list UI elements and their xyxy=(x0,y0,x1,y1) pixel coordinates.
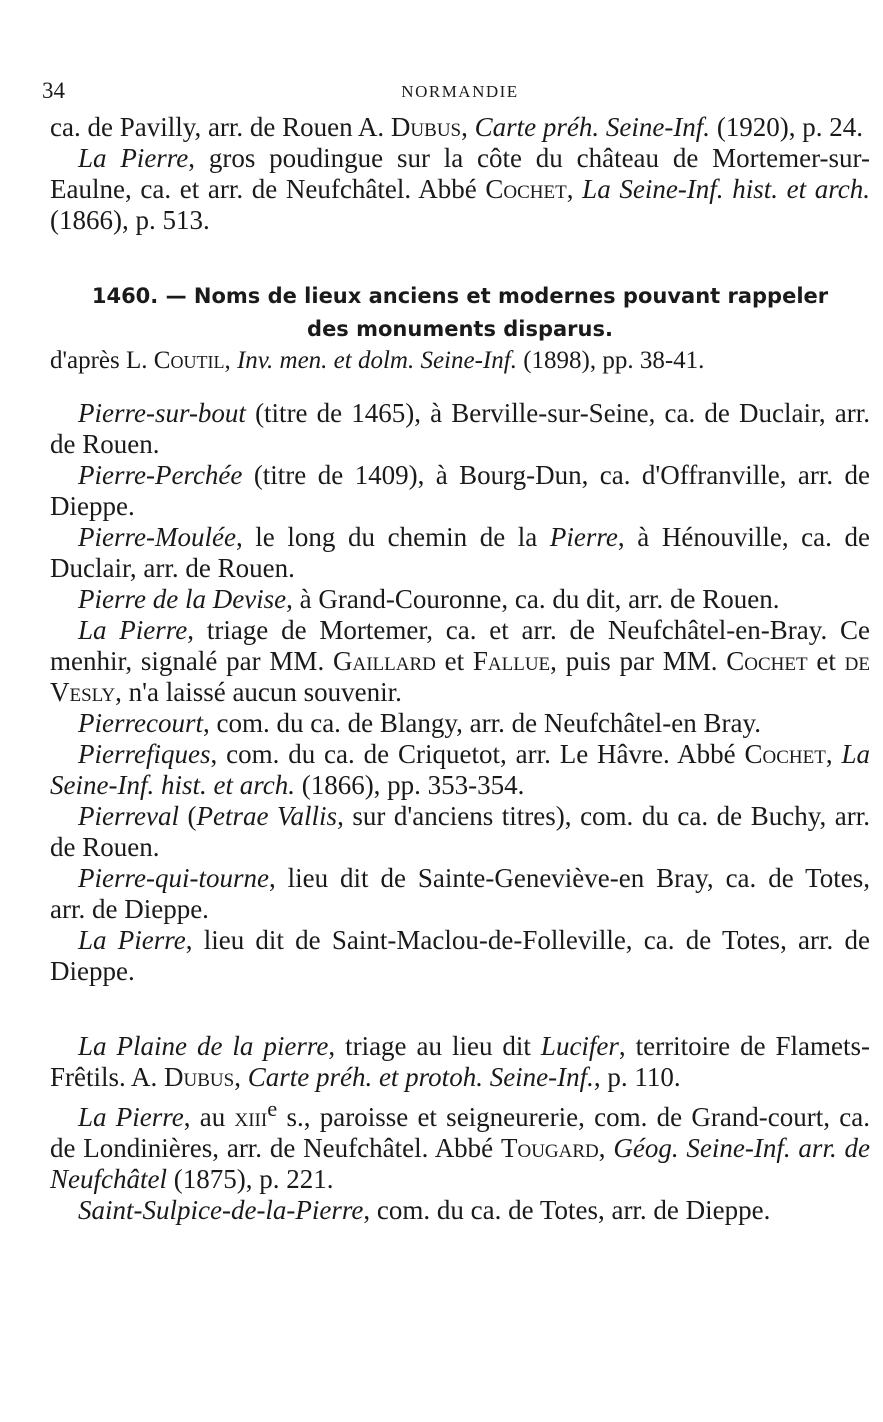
intro-paragraph-1: ca. de Pavilly, arr. de Rouen A. Dubus, Carte préh. Seine-Inf. (1920), p. 24. xyxy=(50,112,864,142)
section-source: d'après L. Coutil, Inv. men. et dolm. Seine-Inf. (1898), pp. 38-41. xyxy=(50,347,705,374)
entry-la-pierre-saint-maclou: La Pierre, lieu dit de Saint-Maclou-de-Folleville, ca. de Totes, arr. de Dieppe. xyxy=(50,925,870,986)
page-number: 34 xyxy=(42,78,65,103)
entry-pierrecourt: Pierrecourt, com. du ca. de Blangy, arr. de Neufchâtel-en Bray. xyxy=(78,708,761,738)
entry-pierre-de-la-devise: Pierre de la Devise, à Grand-Couronne, ca. du dit, arr. de Rouen. xyxy=(78,584,780,614)
document-page xyxy=(42,78,871,1226)
entry-la-pierre-mortemer: La Pierre, triage de Mortemer, ca. et arr. de Neufchâtel-en-Bray. Ce menhir, signalé par MM. Gaillard et Fallue, puis par MM. Cochet et de Vesly, n'a laissé aucun souvenir. xyxy=(50,615,870,707)
intro-paragraph-2: La Pierre, gros poudingue sur la côte du château de Mortemer-sur-Eaulne, ca. et arr. de Neufchâtel. Abbé Cochet, La Seine-Inf. hist. et arch. (1866), p. 513. xyxy=(50,143,871,235)
entry-la-plaine-de-la-pierre: La Plaine de la pierre, triage au lieu dit Lucifer, territoire de Flamets-Frêtils. A. Dubus, Carte préh. et protoh. Seine-Inf., p. 110. xyxy=(50,1031,871,1092)
running-title: NORMANDIE xyxy=(401,82,519,101)
entry-pierre-sur-bout: Pierre-sur-bout (titre de 1465), à Berville-sur-Seine, ca. de Duclair, arr. de Rouen. xyxy=(50,398,870,459)
running-header xyxy=(42,78,870,112)
entry-saint-sulpice-de-la-pierre: Saint-Sulpice-de-la-Pierre, com. du ca. de Totes, arr. de Dieppe. xyxy=(78,1195,771,1225)
entry-pierre-moulee: Pierre-Moulée, le long du chemin de la Pierre, à Hénouville, ca. de Duclair, arr. de Rouen. xyxy=(50,522,870,583)
entry-pierreval: Pierreval (Petrae Vallis, sur d'anciens titres), com. du ca. de Buchy, arr. de Rouen. xyxy=(50,801,870,862)
entry-pierrefiques: Pierrefiques, com. du ca. de Criquetot, arr. Le Hâvre. Abbé Cochet, La Seine-Inf. hist. et arch. (1866), pp. 353-354. xyxy=(50,739,870,800)
entry-la-pierre-grandcourt: La Pierre, au xiii$^e$ s., paroisse et seigneurerie, com. de Grand-court, ca. de Londinières, arr. de Neufchâtel. Abbé Tougard, Géog. Seine-Inf. arr. de Neufchâtel (1875), p. 221. xyxy=(50,1096,871,1194)
entry-pierre-qui-tourne: Pierre-qui-tourne, lieu dit de Sainte-Geneviève-en Bray, ca. de Totes, arr. de Dieppe. xyxy=(50,863,870,924)
entry-pierre-perchee: Pierre-Perchée (titre de 1409), à Bourg-Dun, ca. d'Offranville, arr. de Dieppe. xyxy=(50,460,870,521)
section-heading: 1460. — Noms de lieux anciens et modernes pouvant rappeler des monuments disparus. xyxy=(91,284,829,341)
